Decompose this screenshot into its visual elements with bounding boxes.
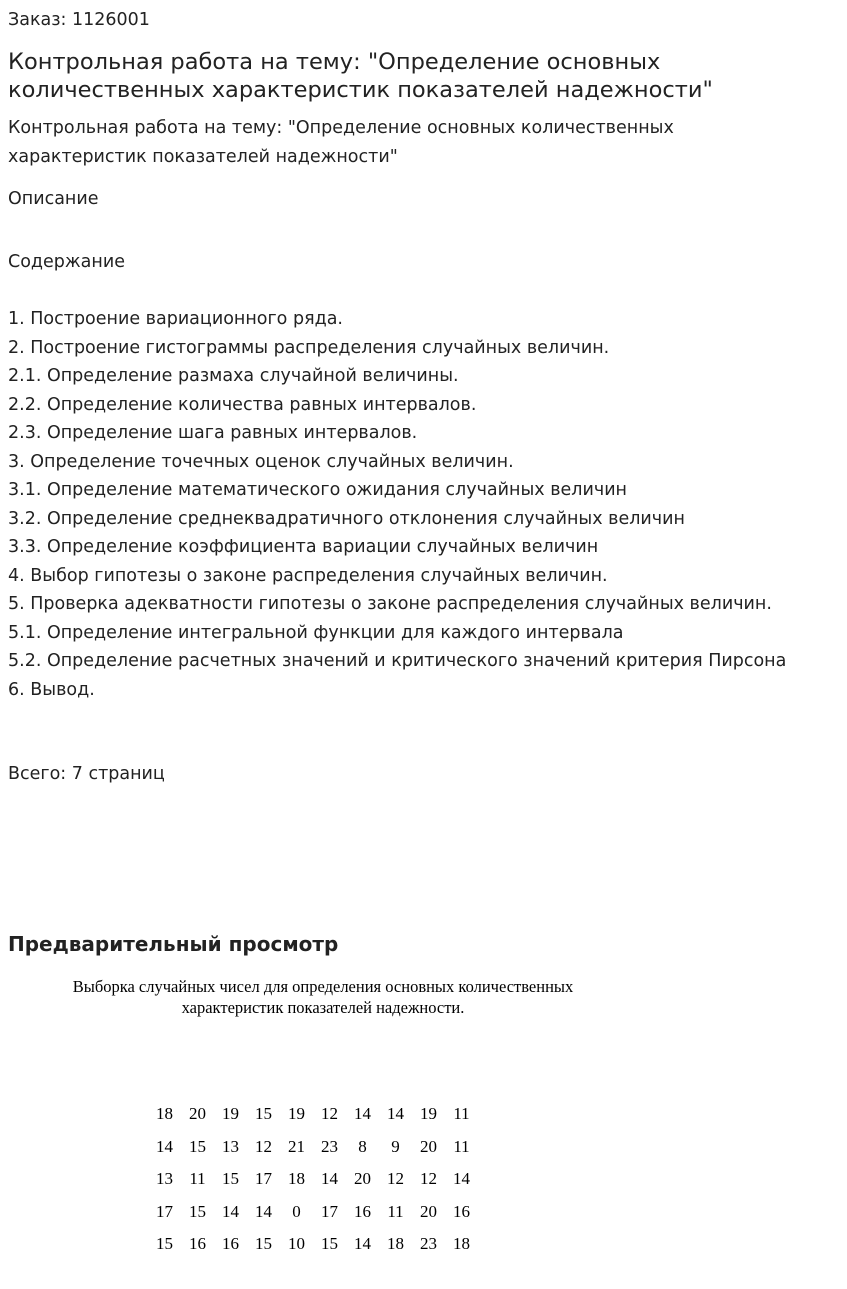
order-number: Заказ: 1126001 [8, 10, 150, 30]
contents-item: 1. Построение вариационного ряда. [8, 309, 343, 329]
table-cell: 11 [453, 1104, 470, 1124]
contents-item: 2.3. Определение шага равных интервалов. [8, 423, 418, 443]
table-cell: 12 [420, 1169, 437, 1189]
random-numbers-table [148, 1098, 478, 1261]
table-cell: 14 [354, 1104, 371, 1124]
table-cell: 9 [391, 1136, 400, 1156]
table-cell: 15 [156, 1234, 173, 1254]
table-cell: 18 [453, 1234, 470, 1254]
contents-item: 5.1. Определение интегральной функции для каждого интервала [8, 622, 624, 643]
table-cell: 20 [189, 1104, 206, 1124]
table-cell: 16 [354, 1201, 371, 1221]
document-preview [8, 970, 843, 1270]
table-cell: 20 [420, 1136, 437, 1156]
table-cell: 14 [156, 1136, 173, 1156]
table-cell: 8 [358, 1136, 367, 1156]
table-cell: 21 [288, 1136, 305, 1156]
table-cell: 18 [387, 1234, 404, 1254]
table-cell: 0 [292, 1201, 301, 1221]
table-cell: 17 [255, 1169, 272, 1189]
table-row [148, 1131, 478, 1164]
table-cell: 20 [354, 1169, 371, 1189]
table-cell: 12 [255, 1136, 272, 1156]
table-cell: 10 [288, 1234, 305, 1254]
table-row [148, 1163, 478, 1196]
table-cell: 14 [222, 1201, 239, 1221]
contents-item: 3.3. Определение коэффициента вариации случайных величин [8, 537, 599, 557]
preview-caption [8, 976, 638, 1018]
page-title: Контрольная работа на тему: "Определение основных количественных характеристик показателей надежности" [8, 49, 713, 103]
contents-label: Содержание [8, 252, 125, 272]
contents-item: 5. Проверка адекватности гипотезы о законе распределения случайных величин. [8, 594, 772, 614]
table-cell: 18 [156, 1104, 173, 1124]
table-cell: 15 [255, 1234, 272, 1254]
preview-heading: Предварительный просмотр [8, 932, 339, 956]
page-subtitle: Контрольная работа на тему: "Определение основных количественных характеристик показателей надежности" [8, 118, 674, 167]
contents-item: 3. Определение точечных оценок случайных величин. [8, 451, 514, 472]
table-cell: 16 [189, 1234, 206, 1254]
table-cell: 16 [222, 1234, 239, 1254]
table-cell: 15 [189, 1136, 206, 1156]
table-cell: 11 [387, 1201, 404, 1221]
table-cell: 17 [156, 1201, 173, 1221]
table-cell: 23 [321, 1136, 338, 1156]
table-row [148, 1228, 478, 1261]
table-cell: 14 [453, 1169, 470, 1189]
table-cell: 14 [321, 1169, 338, 1189]
table-cell: 18 [288, 1169, 305, 1189]
table-cell: 11 [453, 1136, 470, 1156]
table-cell: 12 [387, 1169, 404, 1189]
contents-item: 3.2. Определение среднеквадратичного отклонения случайных величин [8, 508, 685, 529]
contents-item: 5.2. Определение расчетных значений и критического значений критерия Пирсона [8, 651, 787, 671]
table-cell: 14 [387, 1104, 404, 1124]
table-cell: 15 [222, 1169, 239, 1189]
table-cell: 19 [288, 1104, 305, 1124]
table-cell: 15 [189, 1201, 206, 1221]
table-cell: 13 [222, 1136, 239, 1156]
table-cell: 16 [453, 1201, 470, 1221]
table-row [148, 1196, 478, 1229]
contents-item: 2.2. Определение количества равных интервалов. [8, 394, 477, 415]
table-cell: 14 [354, 1234, 371, 1254]
table-of-contents [8, 305, 847, 704]
contents-item: 3.1. Определение математического ожидания случайных величин [8, 480, 628, 500]
table-cell: 23 [420, 1234, 437, 1254]
table-cell: 15 [255, 1104, 272, 1124]
contents-item: 6. Вывод. [8, 679, 95, 700]
table-cell: 19 [420, 1104, 437, 1124]
table-cell: 12 [321, 1104, 338, 1124]
table-cell: 17 [321, 1201, 338, 1221]
table-cell: 11 [189, 1169, 206, 1189]
table-cell: 13 [156, 1169, 173, 1189]
table-cell: 14 [255, 1201, 272, 1221]
preview-caption-line: характеристик показателей надежности. [181, 998, 465, 1017]
table-cell: 20 [420, 1201, 437, 1221]
table-cell: 15 [321, 1234, 338, 1254]
table-cell: 19 [222, 1104, 239, 1124]
contents-item: 2.1. Определение размаха случайной величины. [8, 366, 459, 386]
contents-item: 2. Построение гистограммы распределения случайных величин. [8, 337, 610, 358]
preview-caption-line: Выборка случайных чисел для определения основных количественных [72, 977, 574, 996]
total-pages: Всего: 7 страниц [8, 764, 165, 784]
table-row [148, 1098, 478, 1131]
contents-item: 4. Выбор гипотезы о законе распределения случайных величин. [8, 565, 608, 586]
description-label: Описание [8, 189, 99, 209]
